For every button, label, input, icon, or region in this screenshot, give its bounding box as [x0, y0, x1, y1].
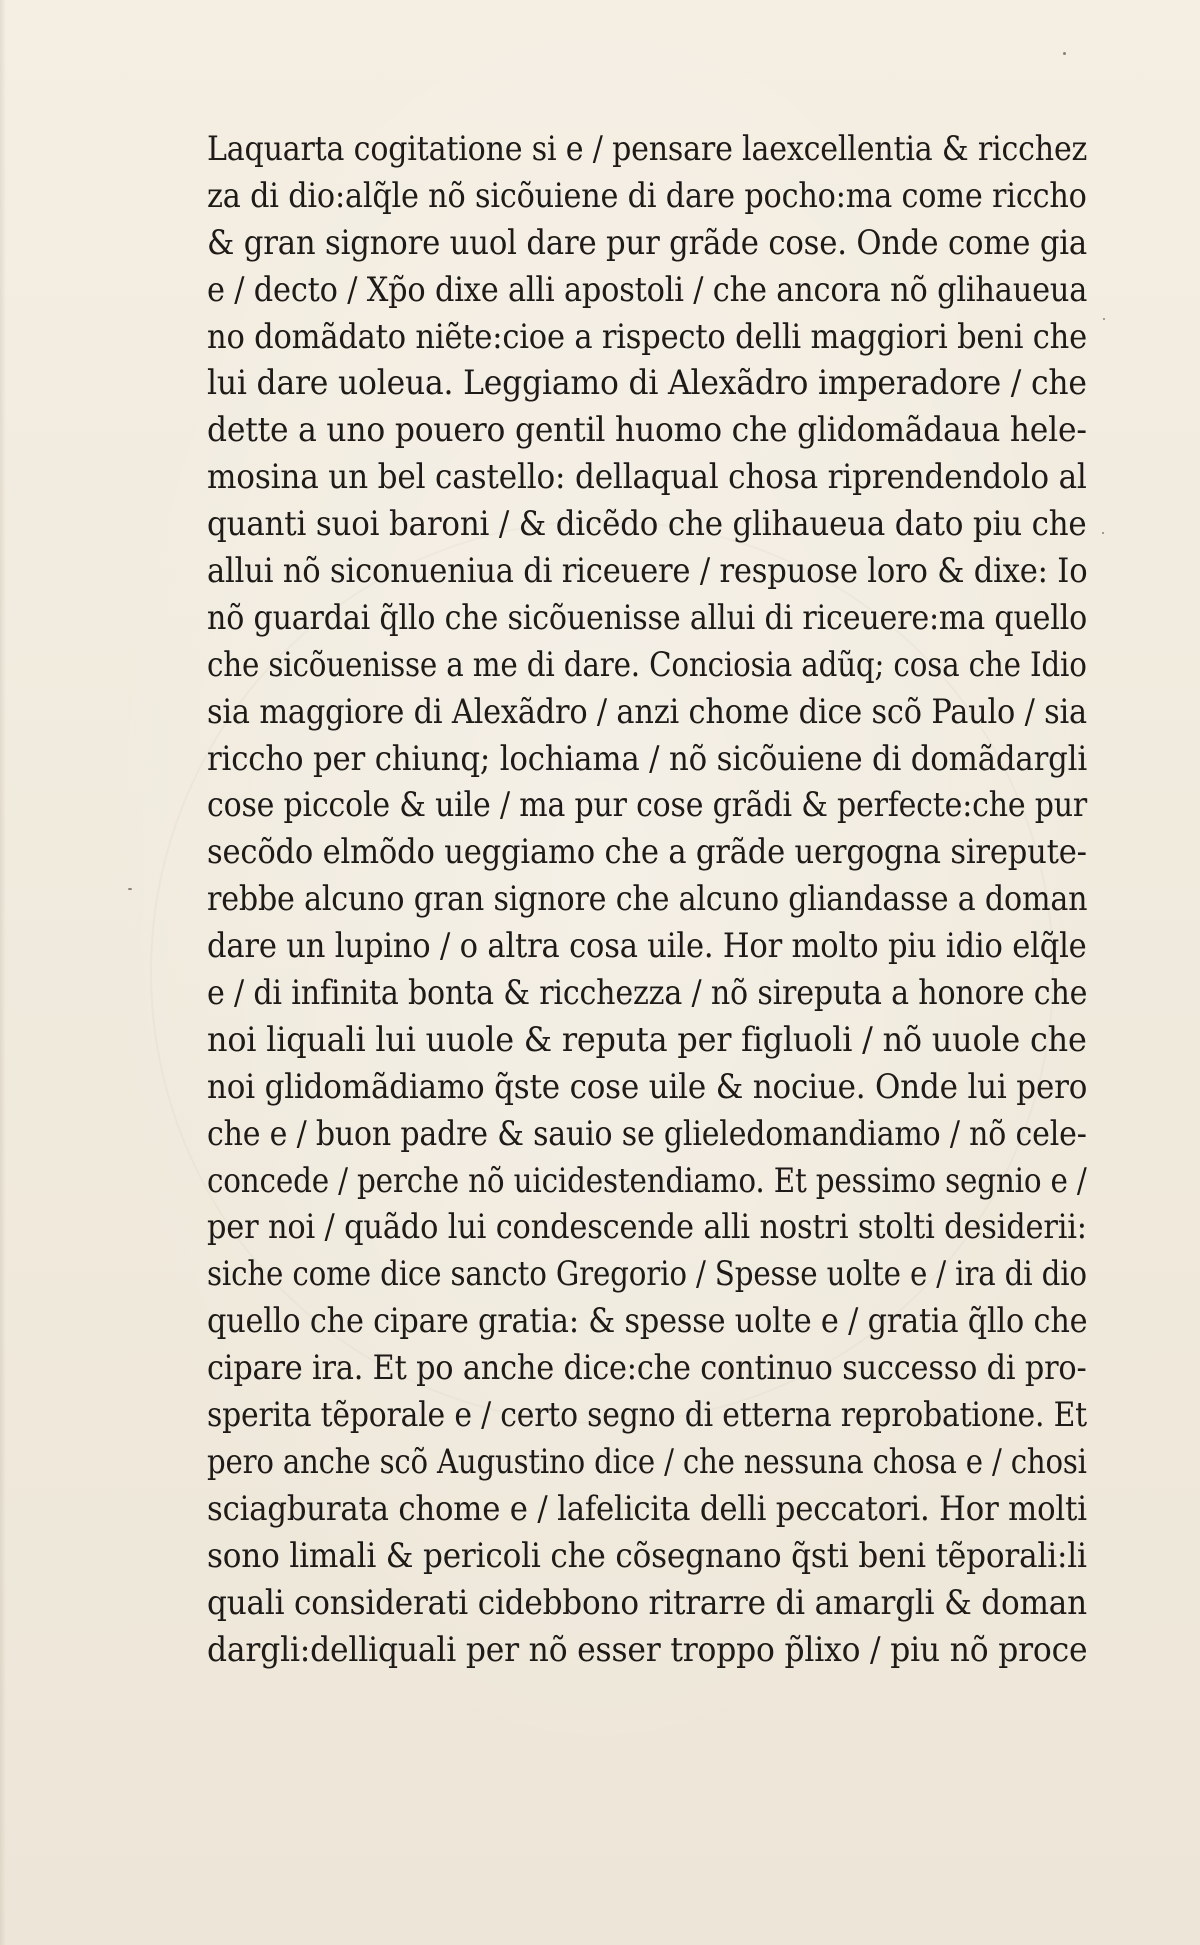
text-line: noi glidomãdiamo q̃ste cose uile & nociue. Onde lui pero: [207, 1066, 1088, 1106]
text-line: sciagburata chome e / lafelicita delli peccatori. Hor molti: [207, 1488, 1087, 1528]
text-line: e / decto / Xp̃o dixe alli apostoli / che ancora nõ glihaueua: [207, 269, 1088, 309]
text-line: noi liquali lui uuole & reputa per figluoli / nõ uuole che: [207, 1019, 1087, 1059]
paper-speck: [1103, 318, 1105, 320]
text-line: che sicõuenisse a me di dare. Conciosia adũq; cosa che Idio: [207, 644, 1087, 684]
text-line: secõdo elmõdo ueggiamo che a grãde uergogna sirepute-: [207, 832, 1087, 872]
text-line: quello che cipare gratia: & spesse uolte e / gratia q̃llo che: [207, 1301, 1088, 1341]
text-line: & gran signore uuol dare pur grãde cose. Onde come gia: [207, 222, 1088, 262]
text-line: siche come dice sancto Gregorio / Spesse uolte e / ira di dio: [207, 1254, 1087, 1294]
text-line: sia maggiore di Alexãdro / anzi chome dice scõ Paulo / sia: [207, 691, 1087, 731]
text-line: pero anche scõ Augustino dice / che nessuna chosa e / chosi: [207, 1441, 1087, 1481]
text-line: quali considerati cidebbono ritrarre di amargli & doman: [207, 1582, 1087, 1622]
text-line: concede / perche nõ uicidestendiamo. Et pessimo segnio e /: [207, 1160, 1087, 1200]
text-line: cose piccole & uile / ma pur cose grãdi & perfecte:che pur: [207, 785, 1087, 825]
text-line: sono limali & pericoli che cõsegnano q̃sti beni tẽporali:li: [207, 1535, 1087, 1575]
text-line: Laquarta cogitatione si e / pensare laexcellentia & ricchez: [207, 129, 1088, 168]
text-line: no domãdato niẽte:cioe a rispecto delli maggiori beni che: [207, 316, 1087, 356]
paper-speck: [1063, 52, 1066, 55]
text-line: dargli:delliquali per nõ esser troppo p̃lixo / piu nõ proce: [207, 1629, 1088, 1669]
incunabulum-text-block: [207, 126, 1087, 1673]
paper-speck: [128, 888, 132, 890]
text-line: per noi / quãdo lui condescende alli nostri stolti desiderii:: [207, 1207, 1087, 1247]
text-line: e / di infinita bonta & ricchezza / nõ sireputa a honore che: [207, 973, 1088, 1013]
text-line: lui dare uoleua. Leggiamo di Alexãdro imperadore / che: [207, 363, 1087, 403]
text-line: dare un lupino / o altra cosa uile. Hor molto piu idio elq̃le: [207, 926, 1087, 966]
text-line: cipare ira. Et po anche dice:che continuo successo di pro-: [207, 1348, 1087, 1388]
text-line: mosina un bel castello: dellaqual chosa riprendendolo al: [207, 457, 1087, 497]
text-line: allui nõ siconueniua di riceuere / respuose loro & dixe: Io: [207, 551, 1088, 591]
text-line: rebbe alcuno gran signore che alcuno gliandasse a doman: [207, 879, 1088, 919]
text-line: nõ guardai q̃llo che sicõuenisse allui di riceuere:ma quello: [207, 597, 1088, 637]
text-line: sperita tẽporale e / certo segno di etterna reprobatione. Et: [207, 1395, 1087, 1435]
text-line: che e / buon padre & sauio se glieledomandiamo / nõ cele-: [207, 1113, 1087, 1153]
text-line: dette a uno pouero gentil huomo che glidomãdaua hele-: [207, 410, 1087, 450]
text-line: quanti suoi baroni / & dicẽdo che glihaueua dato piu che: [207, 504, 1087, 544]
text-line: riccho per chiunq; lochiama / nõ sicõuiene di domãdargli: [207, 738, 1088, 778]
text-line: za di dio:alq̃le nõ sicõuiene di dare pocho:ma come riccho: [207, 175, 1087, 215]
page-edge-shadow: [0, 0, 6, 1945]
paper-speck: [1102, 532, 1104, 534]
